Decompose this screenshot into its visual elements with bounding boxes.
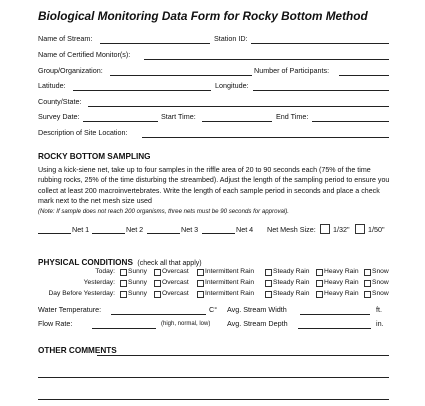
avg-depth-label: Avg. Stream Depth (227, 319, 288, 328)
station-id-label: Station ID: (214, 34, 248, 43)
longitude-field[interactable] (253, 90, 389, 91)
net1-label: Net 1 (72, 225, 90, 234)
weather-option-label: Sunny (128, 268, 147, 275)
header-logo-band (0, 0, 425, 6)
survey-date-field[interactable] (83, 121, 158, 122)
mesh-size-label: Net Mesh Size: (267, 225, 316, 234)
avg-width-label: Avg. Stream Width (227, 305, 287, 314)
participants-field[interactable] (339, 75, 389, 76)
weather-option-label: Heavy Rain (324, 279, 359, 286)
start-time-label: Start Time: (161, 112, 196, 121)
weather-checkbox[interactable] (265, 280, 272, 287)
sampling-note: (Note: If sample does not reach 200 organisms, three nets must be 90 seconds for approval). (38, 208, 289, 216)
weather-option-label: Snow (372, 290, 389, 297)
start-time-field[interactable] (202, 121, 272, 122)
weather-checkbox[interactable] (154, 269, 161, 276)
physical-heading: PHYSICAL CONDITIONS (38, 258, 133, 267)
participants-label: Number of Participants: (254, 66, 330, 75)
weather-option-label: Intermittent Rain (205, 290, 255, 297)
weather-option-label: Overcast (162, 290, 189, 297)
weather-checkbox[interactable] (316, 291, 323, 298)
net3-label: Net 3 (181, 225, 199, 234)
weather-checkbox[interactable] (265, 291, 272, 298)
temp-unit: C° (209, 305, 218, 314)
flow-rate-label: Flow Rate: (38, 319, 73, 328)
latitude-label: Latitude: (38, 81, 66, 90)
weather-checkbox[interactable] (316, 280, 323, 287)
comments-line-3[interactable] (38, 399, 389, 400)
survey-date-label: Survey Date: (38, 112, 80, 121)
net2-field[interactable] (92, 233, 125, 234)
end-time-field[interactable] (312, 121, 389, 122)
water-temp-label: Water Temperature: (38, 305, 102, 314)
weather-option-label: Snow (372, 279, 389, 286)
weather-checkbox[interactable] (154, 280, 161, 287)
weather-checkbox[interactable] (316, 269, 323, 276)
weather-row-label: Today: (95, 268, 115, 275)
weather-option-label: Intermittent Rain (205, 268, 255, 275)
weather-checkbox[interactable] (364, 269, 371, 276)
water-temp-field[interactable] (111, 314, 206, 315)
sampling-instructions (38, 165, 390, 217)
weather-checkbox[interactable] (197, 280, 204, 287)
weather-option-label: Heavy Rain (324, 268, 359, 275)
weather-option-label: Overcast (162, 268, 189, 275)
weather-option-label: Sunny (128, 279, 147, 286)
comments-line-2[interactable] (38, 377, 389, 378)
comments-line-1[interactable] (97, 355, 389, 356)
net4-label: Net 4 (236, 225, 254, 234)
weather-checkbox[interactable] (197, 269, 204, 276)
certified-monitors-label: Name of Certified Monitor(s): (38, 50, 131, 59)
avg-depth-field[interactable] (298, 328, 371, 329)
net3-field[interactable] (147, 233, 180, 234)
certified-monitors-field[interactable] (144, 59, 389, 60)
mesh-1-50-label: 1/50" (368, 225, 385, 234)
width-unit: ft. (376, 305, 382, 314)
weather-row-label: Yesterday: (83, 279, 115, 286)
flow-rate-field[interactable] (92, 328, 156, 329)
group-field[interactable] (110, 75, 252, 76)
sampling-heading: ROCKY BOTTOM SAMPLING (38, 152, 151, 161)
weather-checkbox[interactable] (364, 291, 371, 298)
weather-option-label: Sunny (128, 290, 147, 297)
station-id-field[interactable] (251, 43, 389, 44)
weather-option-label: Steady Rain (273, 268, 310, 275)
latitude-field[interactable] (73, 90, 211, 91)
group-label: Group/Organization: (38, 66, 103, 75)
stream-name-field[interactable] (100, 43, 210, 44)
weather-option-label: Heavy Rain (324, 290, 359, 297)
weather-option-label: Intermittent Rain (205, 279, 255, 286)
weather-option-label: Snow (372, 268, 389, 275)
county-state-field[interactable] (88, 106, 389, 107)
weather-checkbox[interactable] (120, 291, 127, 298)
end-time-label: End Time: (276, 112, 309, 121)
weather-checkbox[interactable] (120, 280, 127, 287)
net2-label: Net 2 (126, 225, 144, 234)
weather-checkbox[interactable] (265, 269, 272, 276)
site-location-field[interactable] (142, 137, 389, 138)
mesh-1-32-checkbox[interactable] (320, 224, 330, 234)
flow-options: (high, normal, low) (161, 321, 211, 327)
mesh-1-50-checkbox[interactable] (355, 224, 365, 234)
weather-checkbox[interactable] (154, 291, 161, 298)
stream-name-label: Name of Stream: (38, 34, 93, 43)
weather-row-label: Day Before Yesterday: (48, 290, 115, 297)
mesh-1-32-label: 1/32" (333, 225, 350, 234)
depth-unit: in. (376, 319, 384, 328)
weather-checkbox[interactable] (197, 291, 204, 298)
comments-heading: OTHER COMMENTS (38, 346, 117, 355)
weather-option-label: Overcast (162, 279, 189, 286)
avg-width-field[interactable] (300, 314, 370, 315)
weather-checkbox[interactable] (120, 269, 127, 276)
net1-field[interactable] (38, 233, 71, 234)
weather-option-label: Steady Rain (273, 279, 310, 286)
net4-field[interactable] (202, 233, 235, 234)
county-state-label: County/State: (38, 97, 82, 106)
weather-option-label: Steady Rain (273, 290, 310, 297)
longitude-label: Longitude: (215, 81, 249, 90)
sampling-instructions-text: Using a kick-siene net, take up to four samples in the riffle area of 20 to 90 seconds each (75% of the time rubbing rocks, 25% of the time disturbing the streambed). Adjust the length of the sampling period to ensure you collect at least 200 macroinvertebrates. Write the length of each sample period in seconds and place a check mark next to the net mesh size used (38, 166, 390, 205)
site-location-label: Description of Site Location: (38, 128, 128, 137)
form-title: Biological Monitoring Data Form for Rocky Bottom Method (38, 9, 368, 23)
weather-checkbox[interactable] (364, 280, 371, 287)
physical-heading-note: (check all that apply) (137, 260, 202, 267)
